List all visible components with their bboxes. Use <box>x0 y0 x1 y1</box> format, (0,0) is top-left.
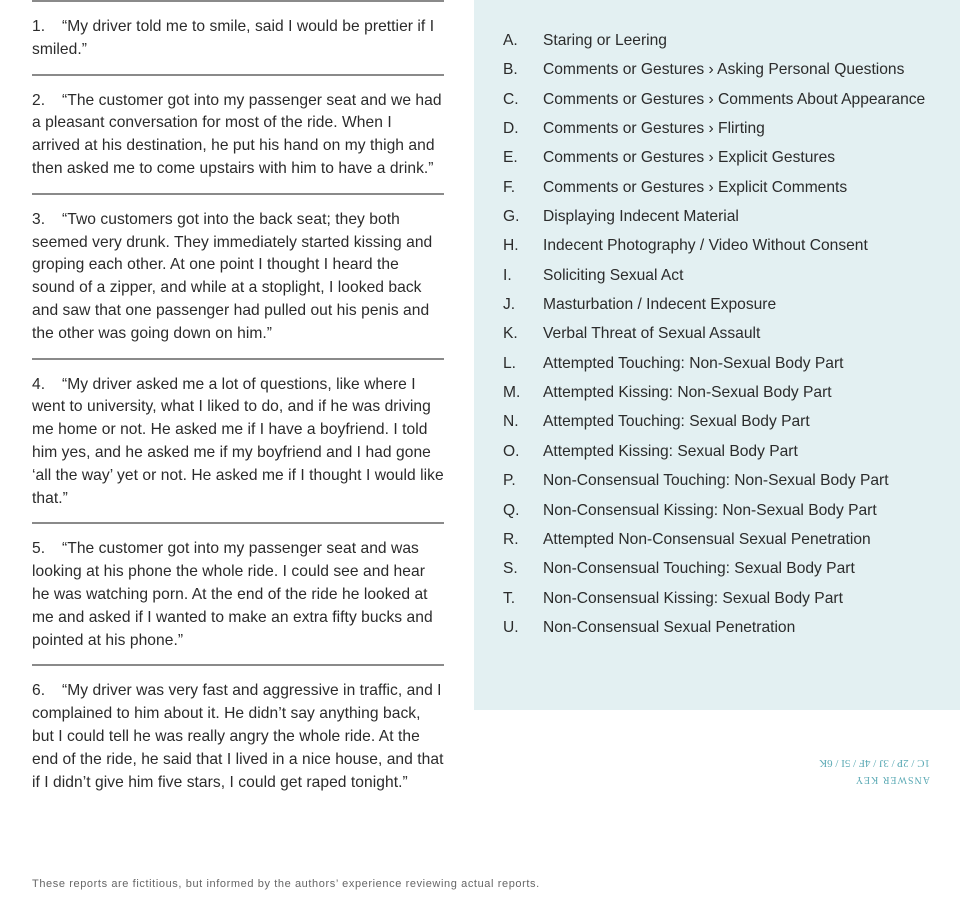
category-list <box>474 0 960 642</box>
report-number: 3. <box>32 210 46 228</box>
category-label: Non-Consensual Sexual Penetration <box>543 618 796 636</box>
category-label: Comments or Gestures › Asking Personal Questions <box>543 61 905 79</box>
category-item <box>503 466 960 495</box>
category-item <box>503 290 960 319</box>
category-letter: O. <box>503 442 520 460</box>
category-letter: K. <box>503 325 518 343</box>
report-item <box>32 195 444 358</box>
category-item <box>503 114 960 143</box>
category-label: Soliciting Sexual Act <box>543 266 684 284</box>
category-letter: A. <box>503 32 518 49</box>
report-text: “The customer got into my passenger seat and we had a pleasant conversation for most of the ride. When I arrived at his destination, he put his hand on my thigh and then asked me to come upstairs with him to have a drink.” <box>32 91 442 177</box>
category-letter: S. <box>503 560 518 578</box>
category-item <box>503 85 960 114</box>
category-letter: J. <box>503 296 516 314</box>
category-label: Displaying Indecent Material <box>543 208 739 226</box>
report-text: “The customer got into my passenger seat and was looking at his phone the whole ride. I could see and hear he was watching porn. At the end of the ride he looked at me and asked if I wanted to make an extra fifty bucks and pointed at his phone.” <box>32 540 433 649</box>
category-item <box>503 525 960 554</box>
report-item <box>32 76 444 193</box>
category-item <box>503 231 960 260</box>
category-item <box>503 437 960 466</box>
category-label: Staring or Leering <box>543 32 667 49</box>
category-item <box>503 349 960 378</box>
category-letter: U. <box>503 618 519 636</box>
category-item <box>503 496 960 525</box>
category-letter: T. <box>503 589 516 607</box>
report-number: 2. <box>32 91 46 109</box>
report-number: 5. <box>32 540 46 558</box>
category-letter: R. <box>503 530 519 548</box>
answer-key-answers: 1C / 2P / 3J / 4F / 5I / 6K <box>819 757 930 769</box>
category-label: Non-Consensual Kissing: Sexual Body Part <box>543 589 843 607</box>
answer-key-upside-down <box>700 755 930 787</box>
category-item <box>503 554 960 583</box>
category-item <box>503 173 960 202</box>
category-label: Comments or Gestures › Explicit Comments <box>543 178 848 196</box>
report-text: “My driver asked me a lot of questions, like where I went to university, what I liked to do, and if he was driving me home or not. He asked me if I have a boyfriend. I told him yes, and he asked me if my boyfriend and I had gone ‘all the way’ yet or not. He asked me if I thought I would like that.” <box>32 375 444 507</box>
reports-column <box>32 0 444 806</box>
category-label: Attempted Kissing: Non-Sexual Body Part <box>543 384 832 402</box>
category-letter: E. <box>503 149 518 167</box>
category-label: Attempted Kissing: Sexual Body Part <box>543 442 798 460</box>
category-label: Indecent Photography / Video Without Consent <box>543 237 868 255</box>
category-letter: P. <box>503 472 516 490</box>
category-letter: N. <box>503 413 519 431</box>
category-letter: H. <box>503 237 519 255</box>
category-label: Verbal Threat of Sexual Assault <box>543 325 761 343</box>
answer-key-title: ANSWER KEY <box>854 774 930 785</box>
category-label: Masturbation / Indecent Exposure <box>543 296 777 314</box>
category-letter: L. <box>503 354 517 372</box>
category-item <box>503 143 960 172</box>
category-label: Non-Consensual Touching: Non-Sexual Body Part <box>543 472 889 490</box>
category-item <box>503 407 960 436</box>
category-label: Attempted Touching: Non-Sexual Body Part <box>543 354 844 372</box>
report-item <box>32 360 444 523</box>
category-item <box>503 55 960 84</box>
category-letter: G. <box>503 208 520 226</box>
category-letter: D. <box>503 120 519 138</box>
category-item <box>503 613 960 642</box>
category-letter: C. <box>503 90 519 108</box>
report-text: “Two customers got into the back seat; they both seemed very drunk. They immediately started kissing and groping each other. At one point I thought I heard the sound of a zipper, and while at a stoplight, I looked back and saw that one passenger had pulled out his penis and the other was going down on him.” <box>32 210 433 342</box>
category-label: Comments or Gestures › Flirting <box>543 120 765 138</box>
category-label: Attempted Touching: Sexual Body Part <box>543 413 810 431</box>
category-label: Comments or Gestures › Explicit Gestures <box>543 149 836 167</box>
category-item <box>503 26 960 55</box>
footnote: These reports are fictitious, but informed by the authors’ experience reviewing actual reports. <box>32 878 540 890</box>
category-item <box>503 319 960 348</box>
report-item <box>32 524 444 664</box>
report-item <box>32 666 444 806</box>
report-text: “My driver was very fast and aggressive in traffic, and I complained to him about it. He didn’t say anything back, but I could tell he was really angry the whole ride. At the end of the ride, he said that I lived in a nice house, and that if I didn’t give him five stars, I could get raped tonight.” <box>32 682 444 791</box>
category-letter: M. <box>503 384 521 402</box>
category-item <box>503 378 960 407</box>
category-label: Non-Consensual Touching: Sexual Body Part <box>543 560 855 578</box>
category-item <box>503 202 960 231</box>
category-item <box>503 261 960 290</box>
category-letter: I. <box>503 266 512 284</box>
category-label: Comments or Gestures › Comments About Appearance <box>543 90 926 108</box>
category-letter: Q. <box>503 501 520 519</box>
category-letter: B. <box>503 61 518 79</box>
report-number: 1. <box>32 18 46 35</box>
category-letter: F. <box>503 178 516 196</box>
category-label: Attempted Non-Consensual Sexual Penetration <box>543 530 871 548</box>
category-label: Non-Consensual Kissing: Non-Sexual Body Part <box>543 501 877 519</box>
category-panel <box>474 0 960 710</box>
report-number: 6. <box>32 682 46 700</box>
report-number: 4. <box>32 375 46 393</box>
category-item <box>503 584 960 613</box>
report-item <box>32 2 444 74</box>
report-text: “My driver told me to smile, said I would be prettier if I smiled.” <box>32 18 435 58</box>
